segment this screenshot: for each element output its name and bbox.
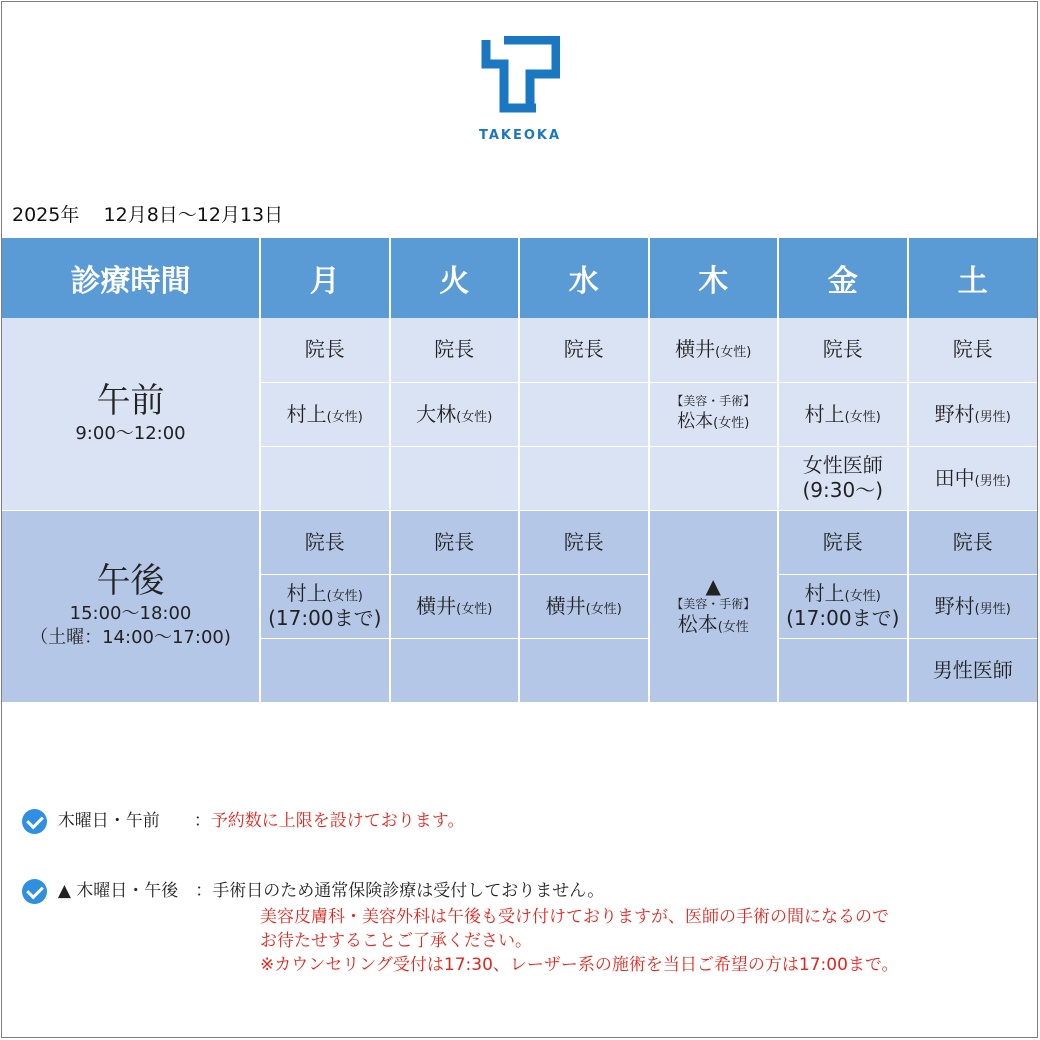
am-fri-1: 院長 <box>778 318 908 382</box>
beauty-surgery-tag: 【美容・手術】 <box>671 394 756 409</box>
am-tue-3 <box>390 446 520 510</box>
pm-mon-3 <box>260 638 390 702</box>
gender-label: (女性) <box>713 416 750 432</box>
schedule-table <box>2 238 1037 703</box>
gender-label: (女性) <box>456 601 493 617</box>
pm-saturday-time: （土曜：14:00～17:00) <box>30 627 231 649</box>
pm-fri-1: 院長 <box>778 510 908 574</box>
doctor-name: 横井 <box>416 593 457 618</box>
header-row <box>2 238 1037 318</box>
note-colon: ： <box>193 811 211 831</box>
pm-fri-2 <box>778 574 908 638</box>
am-thu-1 <box>649 318 779 382</box>
pm-sat-1: 院長 <box>908 510 1038 574</box>
header-hours: 診療時間 <box>2 238 260 318</box>
doctor-name: 村上 <box>286 401 327 426</box>
doctor-name: 横井 <box>545 593 586 618</box>
note-detail-line-1: 美容皮膚科・美容外科は午後も受け付けておりますが、医師の手術の間になるので <box>260 907 889 927</box>
pm-wed-3 <box>519 638 649 702</box>
note-label: ▲ 木曜日・午後 ：手術日のため通常保険診療は受付しておりません。 <box>57 881 605 901</box>
doctor-name: 村上 <box>804 581 845 605</box>
am-mon-1: 院長 <box>260 318 390 382</box>
week-dates: 12月8日～12月13日 <box>103 204 284 226</box>
pm-tue-1: 院長 <box>390 510 520 574</box>
am-mon-2 <box>260 382 390 446</box>
pm-sat-2 <box>908 574 1038 638</box>
doctor-name: 横井 <box>675 337 716 362</box>
header-tue: 火 <box>390 238 520 318</box>
pm-period-cell <box>2 510 260 702</box>
am-period-cell <box>2 318 260 510</box>
beauty-surgery-tag: 【美容・手術】 <box>671 597 756 612</box>
am-period-name: 午前 <box>96 381 165 422</box>
doctor-name: 大林 <box>416 401 457 426</box>
pm-wed-1: 院長 <box>519 510 649 574</box>
doctor-name: 野村 <box>934 593 975 618</box>
week-range <box>12 200 283 227</box>
doctor-name: 松本 <box>677 611 718 636</box>
pm-mon-2 <box>260 574 390 638</box>
pm-tue-3 <box>390 638 520 702</box>
note-detail-line-3: ※カウンセリング受付は17:30、レーザー系の施術を当日ご希望の方は17:00まで。 <box>260 955 899 975</box>
am-tue-1: 院長 <box>390 318 520 382</box>
am-wed-2 <box>519 382 649 446</box>
doctor-name: 田中 <box>934 465 975 490</box>
gender-label: (女性) <box>844 409 881 425</box>
pm-tue-2 <box>390 574 520 638</box>
header-mon: 月 <box>260 238 390 318</box>
am-thu-3 <box>649 446 779 510</box>
am-thu-2 <box>649 382 779 446</box>
am-fri-3 <box>778 446 908 510</box>
header-fri: 金 <box>778 238 908 318</box>
gender-label: (女性) <box>326 409 363 425</box>
am-tue-2 <box>390 382 520 446</box>
logo-text: TAKEOKA <box>478 128 562 143</box>
am-fri-2 <box>778 382 908 446</box>
triangle-mark-icon: ▲ <box>705 574 721 599</box>
header-thu: 木 <box>649 238 779 318</box>
gender-label: (男性) <box>974 409 1011 425</box>
am-sat-3 <box>908 446 1038 510</box>
am-wed-3 <box>519 446 649 510</box>
am-wed-1: 院長 <box>519 318 649 382</box>
takeoka-logo-icon <box>480 36 560 116</box>
am-sat-1: 院長 <box>908 318 1038 382</box>
pm-thu-merged <box>649 510 779 702</box>
doctor-name: 野村 <box>934 401 975 426</box>
doctor-name: 村上 <box>286 581 327 605</box>
gender-label: (女性) <box>585 601 622 617</box>
note-text: 予約数に上限を設けております。 <box>210 811 465 831</box>
doctor-time: (17:00まで) <box>786 606 900 630</box>
pm-period-name: 午後 <box>96 561 165 602</box>
pm-sat-3: 男性医師 <box>908 638 1038 702</box>
gender-label: (女性 <box>717 619 749 635</box>
clinic-logo <box>474 36 566 143</box>
pm-mon-1: 院長 <box>260 510 390 574</box>
gender-label: (女性) <box>844 589 881 604</box>
gender-label: (女性) <box>715 345 752 361</box>
am-mon-3 <box>260 446 390 510</box>
doctor-name: 女性医師 <box>802 453 883 477</box>
check-circle-icon <box>22 879 47 904</box>
doctor-name: 松本 <box>677 411 714 433</box>
pm-row-1 <box>2 510 1037 574</box>
pm-wed-2 <box>519 574 649 638</box>
check-circle-icon <box>22 809 47 834</box>
note-thursday-pm <box>22 876 604 904</box>
week-year: 2025年 <box>12 204 80 226</box>
doctor-time: (9:30～) <box>802 478 884 502</box>
am-sat-2 <box>908 382 1038 446</box>
am-row-1 <box>2 318 1037 382</box>
gender-label: (男性) <box>974 601 1011 617</box>
note-detail-line-2: お待たせすることご了承ください。 <box>260 931 532 951</box>
doctor-time: (17:00まで) <box>268 606 382 630</box>
gender-label: (女性) <box>456 409 493 425</box>
gender-label: (男性) <box>974 473 1011 489</box>
note-thursday-am <box>22 806 464 834</box>
pm-period-time: 15:00～18:00 <box>69 603 192 625</box>
doctor-name: 村上 <box>804 401 845 426</box>
gender-label: (女性) <box>326 589 363 604</box>
header-wed: 水 <box>519 238 649 318</box>
pm-fri-3 <box>778 638 908 702</box>
am-period-time: 9:00～12:00 <box>75 423 186 444</box>
note-label: 木曜日・午前 <box>57 811 194 831</box>
header-sat: 土 <box>908 238 1038 318</box>
